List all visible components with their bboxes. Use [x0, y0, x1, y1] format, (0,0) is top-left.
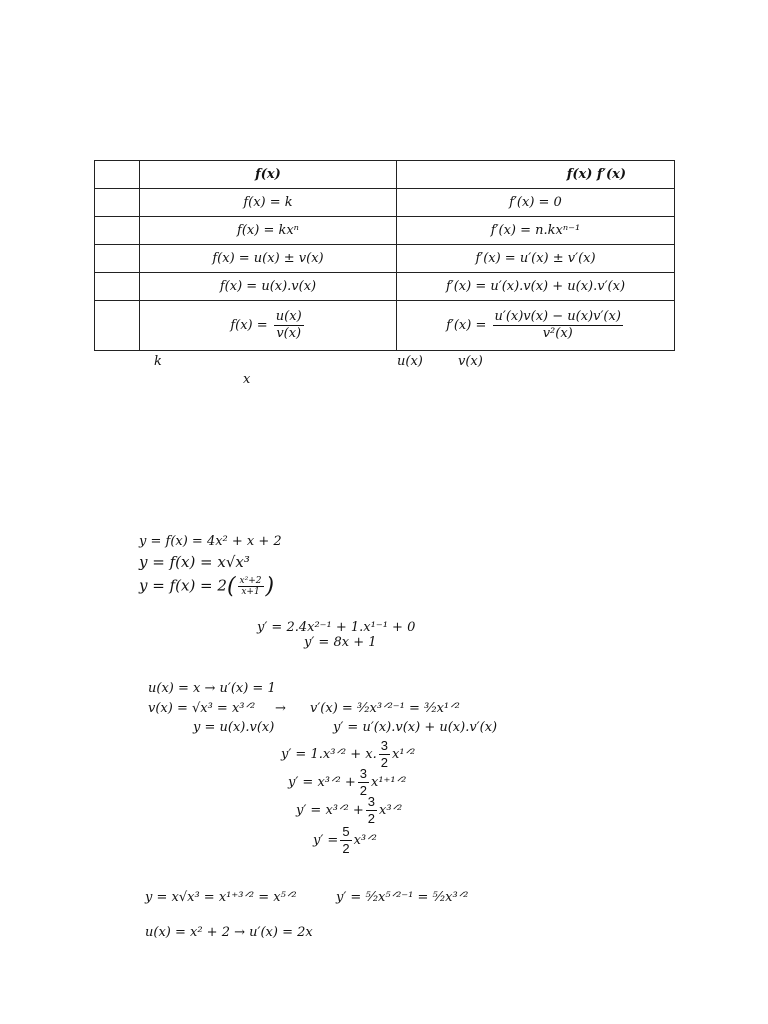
fraction-denominator: x+1: [241, 587, 260, 597]
fraction-denominator: 2: [367, 811, 375, 826]
header-fx-fpx: f(x) f′(x): [397, 161, 675, 189]
note-vx: v(x): [458, 354, 483, 369]
line5-tail: x¹⁺¹ᐟ²: [370, 775, 407, 790]
solution2-line2-arrow: →: [275, 701, 286, 716]
table-row: [95, 245, 675, 273]
solution2-line7: [313, 824, 377, 857]
fraction-numerator: 3: [367, 794, 375, 809]
rule-power-fx: f(x) = kxⁿ: [140, 217, 397, 245]
table-cell-blank: [95, 189, 140, 217]
fraction-denominator: 2: [380, 755, 388, 770]
fraction-denominator: v(x): [276, 326, 302, 341]
fraction-numerator: 3: [359, 766, 367, 781]
solution1-line1: y′ = 2.4x²⁻¹ + 1.x¹⁻¹ + 0: [257, 620, 416, 635]
problem-2: y = f(x) = x√x³: [139, 553, 250, 571]
solution1-line2: y′ = 8x + 1: [304, 635, 377, 650]
line6-head: y′ = x³ᐟ² +: [296, 803, 364, 818]
line7-fraction: [340, 824, 351, 857]
line6-fraction: [366, 794, 377, 827]
rule-quotient-fx: [140, 301, 397, 351]
fraction-numerator: 3: [380, 738, 388, 753]
quotient-fpx-fraction: [493, 309, 623, 342]
rule-constant-fx: f(x) = k: [140, 189, 397, 217]
solution2-line6: [296, 794, 402, 827]
rule-constant-fpx: f′(x) = 0: [397, 189, 675, 217]
quotient-fpx-lhs: f′(x) =: [446, 318, 487, 333]
note-ux: u(x): [397, 354, 423, 369]
header-fx: f(x): [140, 161, 397, 189]
problem-3-fraction: [238, 576, 264, 597]
solution2-line3b: y′ = u′(x).v(x) + u(x).v′(x): [333, 720, 498, 735]
derivative-rules-table: [94, 160, 675, 351]
line5-head: y′ = x³ᐟ² +: [288, 775, 356, 790]
fraction-numerator: u(x): [275, 309, 302, 324]
line7-tail: x³ᐟ²: [353, 833, 377, 848]
solution2-alt-a: y = x√x³ = x¹⁺³ᐟ² = x⁵ᐟ²: [145, 890, 297, 905]
table-row: [95, 189, 675, 217]
table-cell-blank: [95, 273, 140, 301]
fraction-numerator: u′(x)v(x) − u(x)v′(x): [494, 309, 621, 324]
fraction-denominator: 2: [342, 841, 350, 856]
rule-product-fpx: f′(x) = u′(x).v(x) + u(x).v′(x): [397, 273, 675, 301]
rule-power-fpx: f′(x) = n.kxⁿ⁻¹: [397, 217, 675, 245]
fraction-denominator: v²(x): [542, 326, 573, 341]
line4-head: y′ = 1.x³ᐟ² + x.: [281, 747, 377, 762]
solution2-line2a: v(x) = √x³ = x³ᐟ²: [148, 701, 256, 716]
rule-sum-fpx: f′(x) = u′(x) ± v′(x): [397, 245, 675, 273]
table-cell-blank: [95, 217, 140, 245]
table-row: [95, 301, 675, 351]
problem-1: y = f(x) = 4x² + x + 2: [139, 534, 282, 549]
line6-tail: x³ᐟ²: [378, 803, 403, 818]
fraction-denominator: 2: [359, 783, 367, 798]
table-cell-blank: [95, 161, 140, 189]
line7-head: y′ =: [313, 833, 339, 848]
table-row: [95, 273, 675, 301]
line4-tail: x¹ᐟ²: [391, 747, 416, 762]
note-k: k: [154, 354, 162, 369]
table-cell-blank: [95, 245, 140, 273]
problem-3-lhs: y = f(x) = 2: [139, 576, 227, 595]
fraction-numerator: 5: [342, 824, 350, 839]
rule-quotient-fpx: [397, 301, 675, 351]
table-cell-blank: [95, 301, 140, 351]
quotient-fx-lhs: f(x) =: [230, 318, 268, 333]
quotient-fx-fraction: [274, 309, 304, 342]
fraction-numerator: x²+2: [239, 576, 262, 586]
solution2-line3a: y = u(x).v(x): [193, 720, 275, 735]
rule-product-fx: f(x) = u(x).v(x): [140, 273, 397, 301]
solution2-alt-b: y′ = ⁵⁄₂x⁵ᐟ²⁻¹ = ⁵⁄₂x³ᐟ²: [336, 890, 469, 905]
rule-sum-fx: f(x) = u(x) ± v(x): [140, 245, 397, 273]
solution2-line1: u(x) = x → u′(x) = 1: [148, 681, 276, 696]
problem-3: y = f(x) = 2( $\frac{\text{x²+2}}{x+1}$ ): [139, 574, 275, 599]
table-header-row: [95, 161, 675, 189]
table-row: [95, 217, 675, 245]
note-x: x: [243, 372, 251, 387]
solution3-line1: u(x) = x² + 2 → u′(x) = 2x: [145, 925, 313, 940]
solution2-line2b: v′(x) = ³⁄₂x³ᐟ²⁻¹ = ³⁄₂x¹ᐟ²: [310, 701, 460, 716]
